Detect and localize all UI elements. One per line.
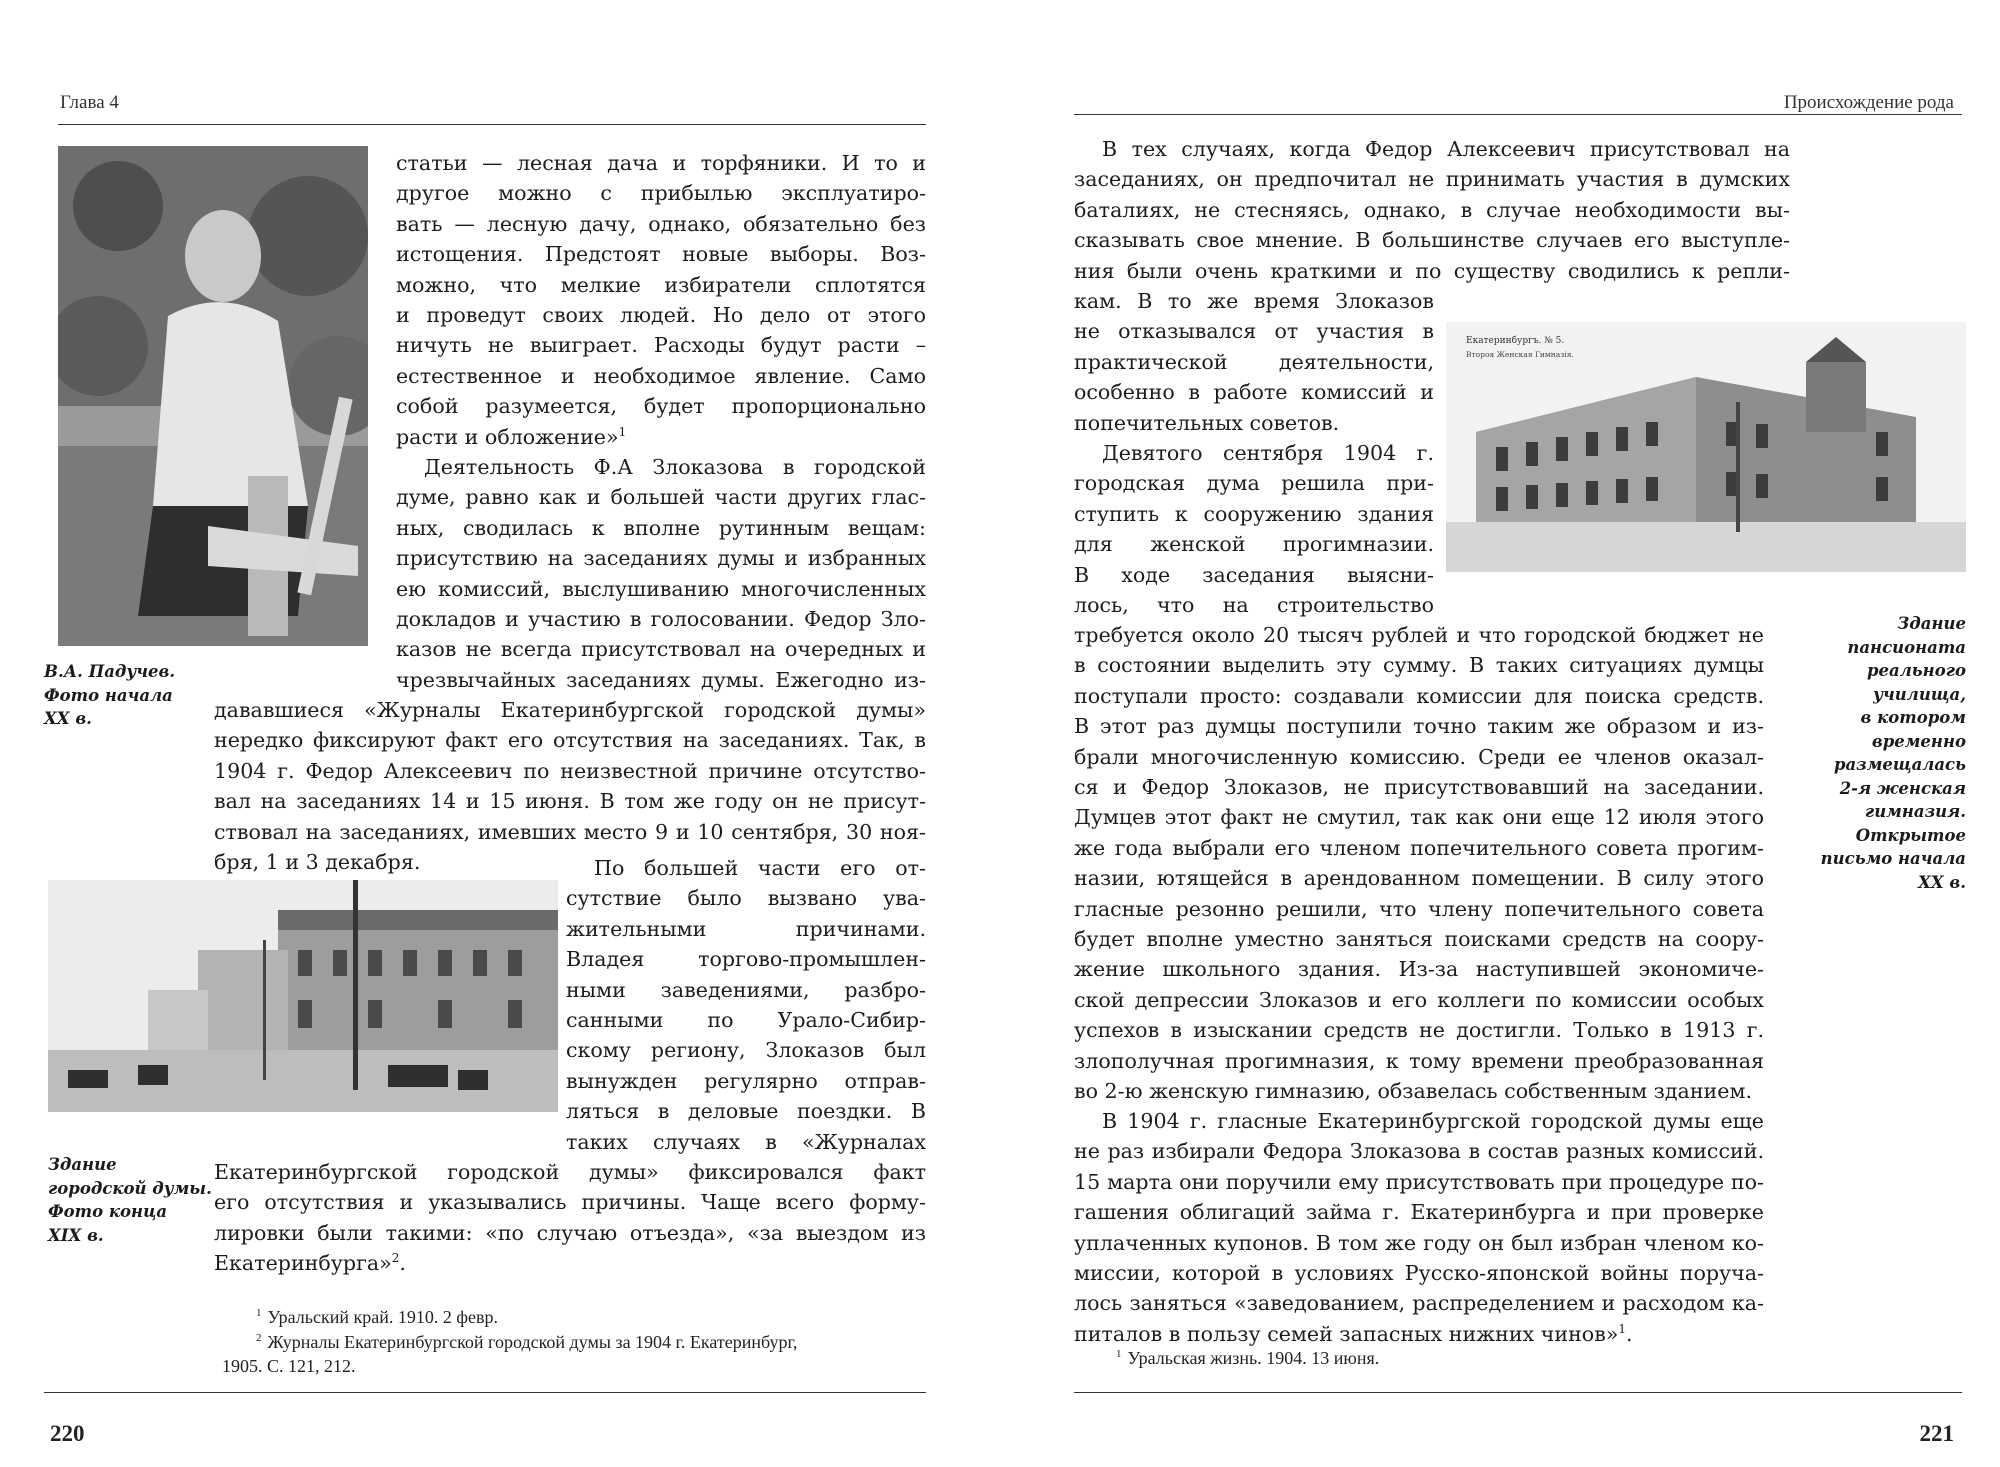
text-fragment: .	[1626, 1321, 1633, 1346]
text-line: лировки были такими: «по случаю отъезда», «за выездом из	[214, 1220, 926, 1245]
text-line: его отсутствия и указывались причины. Чаще всего форму-	[214, 1190, 926, 1215]
street-caption	[48, 1153, 218, 1247]
portrait-photo	[58, 146, 368, 646]
text-line: казов не всегда присутствовал на очередных и	[396, 637, 926, 662]
caption-line: гимназия.	[1864, 802, 1966, 821]
right-paragraph-3	[1074, 1106, 1764, 1349]
text-fragment: расти и обложение»	[396, 424, 619, 449]
footnote-ref: 1	[618, 424, 627, 439]
text-line: гласные резонно решили, что члену попечительного совета	[1074, 896, 1764, 921]
text-line: присутствию на заседаниях думы и избранных	[396, 546, 926, 571]
text-line: ляться в деловые поездки. В	[566, 1099, 926, 1124]
footnote-text: Уральская жизнь. 1904. 13 июня.	[1127, 1348, 1380, 1368]
caption-line: Здание	[48, 1155, 117, 1174]
text-line: ных, сводилась к вполне рутинным вещам:	[396, 515, 926, 540]
text-line: лось заняться «заведованием, распределением и расходом ка-	[1074, 1291, 1764, 1316]
left-paragraph-2-cont	[214, 695, 926, 877]
gymnasium-caption	[1784, 612, 1966, 894]
text-line: По большей части его от-	[594, 856, 926, 880]
text-line: уплаченных купонов. В том же году он был избран членом ко-	[1074, 1230, 1764, 1255]
text-line: лось, что на строительство	[1074, 593, 1434, 618]
text-line: сказывать свое мнение. В большинстве случаев его выступле-	[1074, 228, 1790, 253]
text-line: ния были очень краткими и по существу сводились к репли-	[1074, 258, 1790, 283]
text-line: Владея торгово-промышлен-	[566, 947, 926, 972]
footer-rule-left	[44, 1392, 926, 1393]
text-line: думе, равно как и большей части других глас-	[396, 485, 926, 510]
page-number-right: 221	[1919, 1421, 1954, 1446]
text-line: вать — лесную дачу, однако, обязательно без	[396, 211, 926, 236]
running-head-left: Глава 4	[60, 92, 119, 113]
footnote-text: Уральский край. 1910. 2 февр.	[267, 1307, 499, 1327]
footnote-mark: 1	[1116, 1348, 1122, 1360]
text-line: докладов и участию в голосовании. Федор Зло-	[396, 607, 926, 632]
footnote-text: 1905. С. 121, 212.	[222, 1356, 356, 1376]
caption-line: реального	[1866, 661, 1966, 680]
text-line: бря, 1 и 3 декабря.	[214, 850, 421, 875]
text-line: В этот раз думцы поступили точно таким же образом и из-	[1074, 714, 1764, 739]
text-line: требуется около 20 тысяч рублей и что городской бюджет не	[1074, 623, 1764, 647]
text-line: ными заведениями, разбро-	[566, 977, 926, 1002]
text-fragment: Екатеринбурга»	[214, 1251, 392, 1276]
portrait-caption	[44, 660, 194, 731]
text-line	[396, 422, 926, 452]
text-line: вал на заседаниях 14 и 15 июня. В том же году он не присут-	[214, 789, 926, 814]
text-line: назии, ютящейся в арендованном помещении. В силу этого	[1074, 866, 1764, 891]
text-fragment: .	[399, 1251, 406, 1276]
text-line: ся и Федор Злоказов, не присутствовавший на заседании.	[1074, 775, 1764, 800]
right-paragraph-2-cont	[1074, 620, 1764, 1107]
left-paragraph-3	[566, 853, 926, 1157]
text-line: в состоянии выделить эту сумму. В таких ситуациях думцы	[1074, 653, 1764, 678]
caption-line: XX в.	[1918, 872, 1966, 892]
text-line: 1904 г. Федор Алексеевич по неизвестной причине отсутство-	[214, 758, 926, 783]
gymnasium-photo	[1446, 322, 1966, 572]
text-line: особенно в работе комиссий и	[1074, 380, 1434, 405]
footnote-ref: 2	[391, 1251, 400, 1266]
text-line: попечительных советов.	[1074, 410, 1340, 435]
caption-line: размещалась	[1833, 755, 1966, 774]
text-line: гашения облигаций займа г. Екатеринбурга и при проверке	[1074, 1200, 1764, 1225]
text-line: Думцев этот факт не смутил, так как они еще 12 июля этого	[1074, 805, 1764, 830]
text-line: естественное и необходимое явление. Само	[396, 363, 926, 388]
caption-line: училища,	[1873, 684, 1966, 704]
text-line: санными по Урало-Сибир-	[566, 1008, 926, 1033]
text-line: не отказывался от участия в	[1074, 319, 1434, 344]
text-line: нередко фиксируют факт его отсутствия на заседаниях. Так, в	[214, 728, 926, 753]
text-line	[1074, 1319, 1764, 1349]
caption-line: Фото конца	[48, 1202, 168, 1221]
postcard-title: Екатеринбургъ. № 5.	[1466, 336, 1565, 346]
text-line: истощения. Предстоят новые выборы. Воз-	[396, 242, 926, 267]
text-line: ской депрессии Злоказов и его коллеги по комиссии особых	[1074, 987, 1764, 1012]
text-line: дававшиеся «Журналы Екатеринбургской городской думы»	[214, 698, 926, 722]
right-footnotes	[1074, 1346, 1764, 1371]
right-paragraph-1-cont	[1074, 286, 1434, 438]
footnote-text: Журналы Екатеринбургской городской думы за 1904 г. Екатеринбург,	[267, 1331, 798, 1352]
street-photo	[48, 880, 558, 1112]
text-line: брали многочисленную комиссию. Среди ее членов оказал-	[1074, 744, 1764, 769]
text-line: В 1904 г. гласные Екатеринбургской городской думы еще	[1102, 1109, 1764, 1133]
text-line: ствовал на заседаниях, имевших место 9 и 10 сентября, 30 ноя-	[214, 819, 926, 844]
text-line: и проведут своих людей. Но дело от этого	[396, 303, 926, 328]
text-line: другое можно с прибылью эксплуатиро-	[396, 181, 926, 206]
header-rule-left	[58, 124, 926, 125]
text-line: поступали просто: создавали комиссии для поиска средств.	[1074, 683, 1764, 708]
caption-line: пансионата	[1847, 637, 1966, 657]
text-line: будет вполне уместно заняться поисками средств на соору-	[1074, 927, 1764, 952]
left-paragraph-3-cont	[214, 1157, 926, 1279]
right-paragraph-1	[1074, 134, 1790, 286]
footer-rule-right	[1074, 1392, 1962, 1393]
text-line: скому региону, Злоказов был	[566, 1038, 926, 1063]
postcard-subtitle: Второя Женская Гимназія.	[1466, 350, 1574, 359]
text-line: жительными причинами.	[566, 916, 926, 941]
text-line: для женской прогимназии.	[1074, 532, 1434, 557]
text-line: собой разумеется, будет пропорционально	[396, 394, 926, 419]
text-line: В тех случаях, когда Федор Алексеевич присутствовал на	[1102, 137, 1790, 161]
text-line: В ходе заседания выясни-	[1074, 562, 1434, 587]
left-paragraph-2	[396, 452, 926, 695]
footnote-mark: 2	[256, 1331, 262, 1344]
text-line: чрезвычайных заседаниях думы. Ежегодно из-	[396, 667, 926, 692]
page-number-left: 220	[50, 1421, 85, 1446]
caption-line: письмо начала	[1820, 849, 1966, 868]
right-page	[1010, 0, 2000, 1467]
text-line: Екатеринбургской городской думы» фиксировался факт	[214, 1160, 926, 1184]
caption-line: Фото начала	[44, 685, 173, 705]
text-line: можно, что мелкие избиратели сплотятся	[396, 272, 926, 297]
text-line: жение школьного здания. Из-за наступившей экономиче-	[1074, 957, 1764, 982]
text-line: Девятого сентября 1904 г.	[1102, 441, 1434, 465]
caption-line: В.А. Падучев.	[44, 662, 176, 681]
text-line: ничуть не выиграет. Расходы будут расти –	[396, 333, 926, 358]
text-line: практической деятельности,	[1074, 349, 1434, 374]
caption-line: временно	[1871, 731, 1966, 751]
caption-line: XX в.	[44, 709, 92, 728]
footnote-mark: 1	[256, 1307, 262, 1319]
text-line: городская дума решила при-	[1074, 471, 1434, 496]
text-line: баталиях, не стесняясь, однако, в случае необходимости вы-	[1074, 197, 1790, 222]
text-line: не раз избирали Федора Злоказова в состав разных комиссий.	[1074, 1139, 1764, 1164]
text-line: 15 марта они поручили ему присутствовать при процедуре по-	[1074, 1169, 1764, 1194]
right-paragraph-2	[1074, 438, 1434, 620]
text-line: таких случаях в «Журналах	[566, 1129, 926, 1154]
running-head-right: Происхождение рода	[1783, 92, 1954, 113]
caption-line: Открытое	[1855, 825, 1966, 845]
caption-line: Здание	[1897, 614, 1966, 633]
text-line	[214, 1248, 926, 1278]
caption-line: в котором	[1860, 708, 1966, 727]
text-line: ступить к сооружению здания	[1074, 501, 1434, 526]
text-line: кам. В то же время Злоказов	[1074, 289, 1434, 313]
text-line: успехов в изыскании средств не достигли. Только в 1913 г.	[1074, 1018, 1764, 1043]
footnote	[214, 1354, 926, 1379]
left-footnotes	[214, 1305, 926, 1379]
footnote	[1074, 1346, 1764, 1371]
caption-line: 2-я женская	[1839, 778, 1966, 798]
left-paragraph-1	[396, 148, 926, 452]
text-line: статьи — лесная дача и торфяники. И то и	[396, 151, 926, 175]
footnote	[214, 1305, 926, 1330]
text-line: злополучная прогимназия, к тому времени преобразованная	[1074, 1048, 1764, 1073]
text-line: во 2-ю женскую гимназию, обзавелась собственным зданием.	[1074, 1079, 1753, 1104]
text-line: сутствие было вызвано ува-	[566, 886, 926, 911]
footnote	[214, 1330, 926, 1355]
text-line: Деятельность Ф.А Злоказова в городской	[424, 455, 926, 479]
caption-line: городской думы.	[48, 1178, 212, 1198]
text-fragment: питалов в пользу семей запасных нижних чинов»	[1074, 1321, 1619, 1346]
text-line: миссии, которой в условиях Русско-японской войны поруча-	[1074, 1261, 1764, 1286]
text-line: вынужден регулярно отправ-	[566, 1068, 926, 1093]
text-line: же года выбрали его членом попечительного совета прогим-	[1074, 835, 1764, 860]
text-line: ею комиссий, выслушиванию многочисленных	[396, 576, 926, 601]
left-page	[0, 0, 990, 1467]
text-line: заседаниях, он предпочитал не принимать участия в думских	[1074, 167, 1790, 192]
footnote-ref: 1	[1618, 1321, 1627, 1336]
header-rule-right	[1074, 114, 1962, 115]
caption-line: XIX в.	[48, 1225, 104, 1245]
